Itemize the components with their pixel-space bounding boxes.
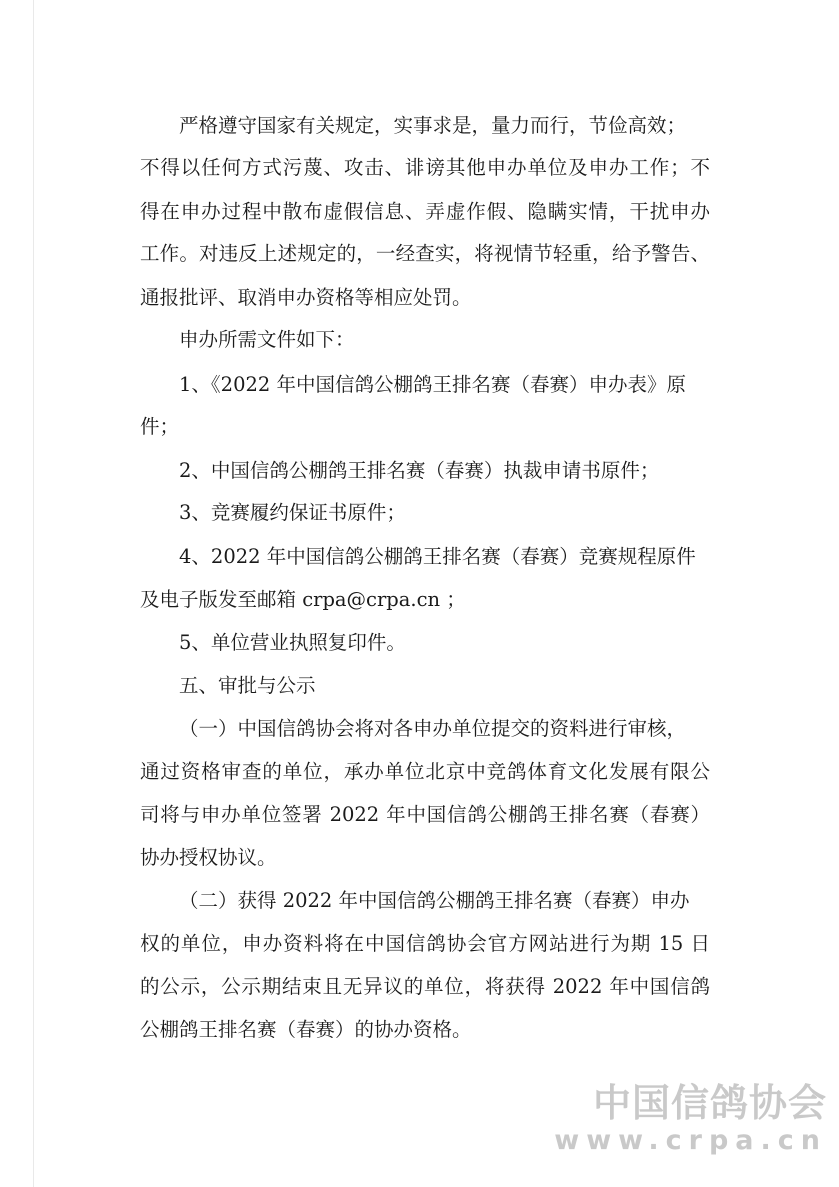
text-line: 权的单位，申办资料将在中国信鸽协会官方网站进行为期 15 日 (140, 932, 710, 955)
list-item: 4、2022 年中国信鸽公棚鸽王排名赛（春赛）竞赛规程原件 (179, 545, 696, 568)
section-heading: 五、审批与公示 (179, 674, 316, 697)
text-line: （一）中国信鸽协会将对各申办单位提交的资料进行审核， (179, 717, 687, 740)
text-line: 通报批评、取消申办资格等相应处罚。 (140, 286, 472, 309)
text-line: 工作。对违反上述规定的，一经查实，将视情节轻重，给予警告、 (140, 242, 710, 265)
watermark-url: www.crpa.cn (554, 1125, 827, 1156)
watermark-name: 中国信鸽协会 (592, 1081, 827, 1125)
text-line: （二）获得 2022 年中国信鸽公棚鸽王排名赛（春赛）申办 (179, 889, 690, 912)
text-line: 通过资格审查的单位，承办单位北京中竞鸽体育文化发展有限公 (140, 760, 710, 783)
page-edge (33, 0, 34, 1187)
text-line: 协办授权协议。 (140, 846, 277, 869)
text-line: 司将与申办单位签署 2022 年中国信鸽公棚鸽王排名赛（春赛） (140, 803, 710, 826)
text-line: 严格遵守国家有关规定，实事求是，量力而行，节俭高效； (179, 114, 687, 137)
text-line: 的公示，公示期结束且无异议的单位，将获得 2022 年中国信鸽 (140, 975, 710, 998)
text-line: 得在申办过程中散布虚假信息、弄虚作假、隐瞒实情，干扰申办 (140, 200, 710, 223)
list-item: 1、《2022 年中国信鸽公棚鸽王排名赛（春赛）申办表》原 (179, 373, 686, 396)
text-line: 及电子版发至邮箱 crpa@crpa.cn ； (140, 588, 466, 611)
text-line: 申办所需文件如下： (179, 328, 355, 351)
watermark (554, 1081, 827, 1157)
text-line: 不得以任何方式污蔑、攻击、诽谤其他申办单位及申办工作；不 (140, 156, 710, 179)
list-item: 5、单位营业执照复印件。 (179, 631, 406, 654)
text-line: 公棚鸽王排名赛（春赛）的协办资格。 (140, 1018, 472, 1041)
list-item: 3、竞赛履约保证书原件； (179, 501, 406, 524)
list-item: 2、中国信鸽公棚鸽王排名赛（春赛）执裁申请书原件； (179, 459, 660, 482)
text-line: 件； (140, 415, 180, 438)
